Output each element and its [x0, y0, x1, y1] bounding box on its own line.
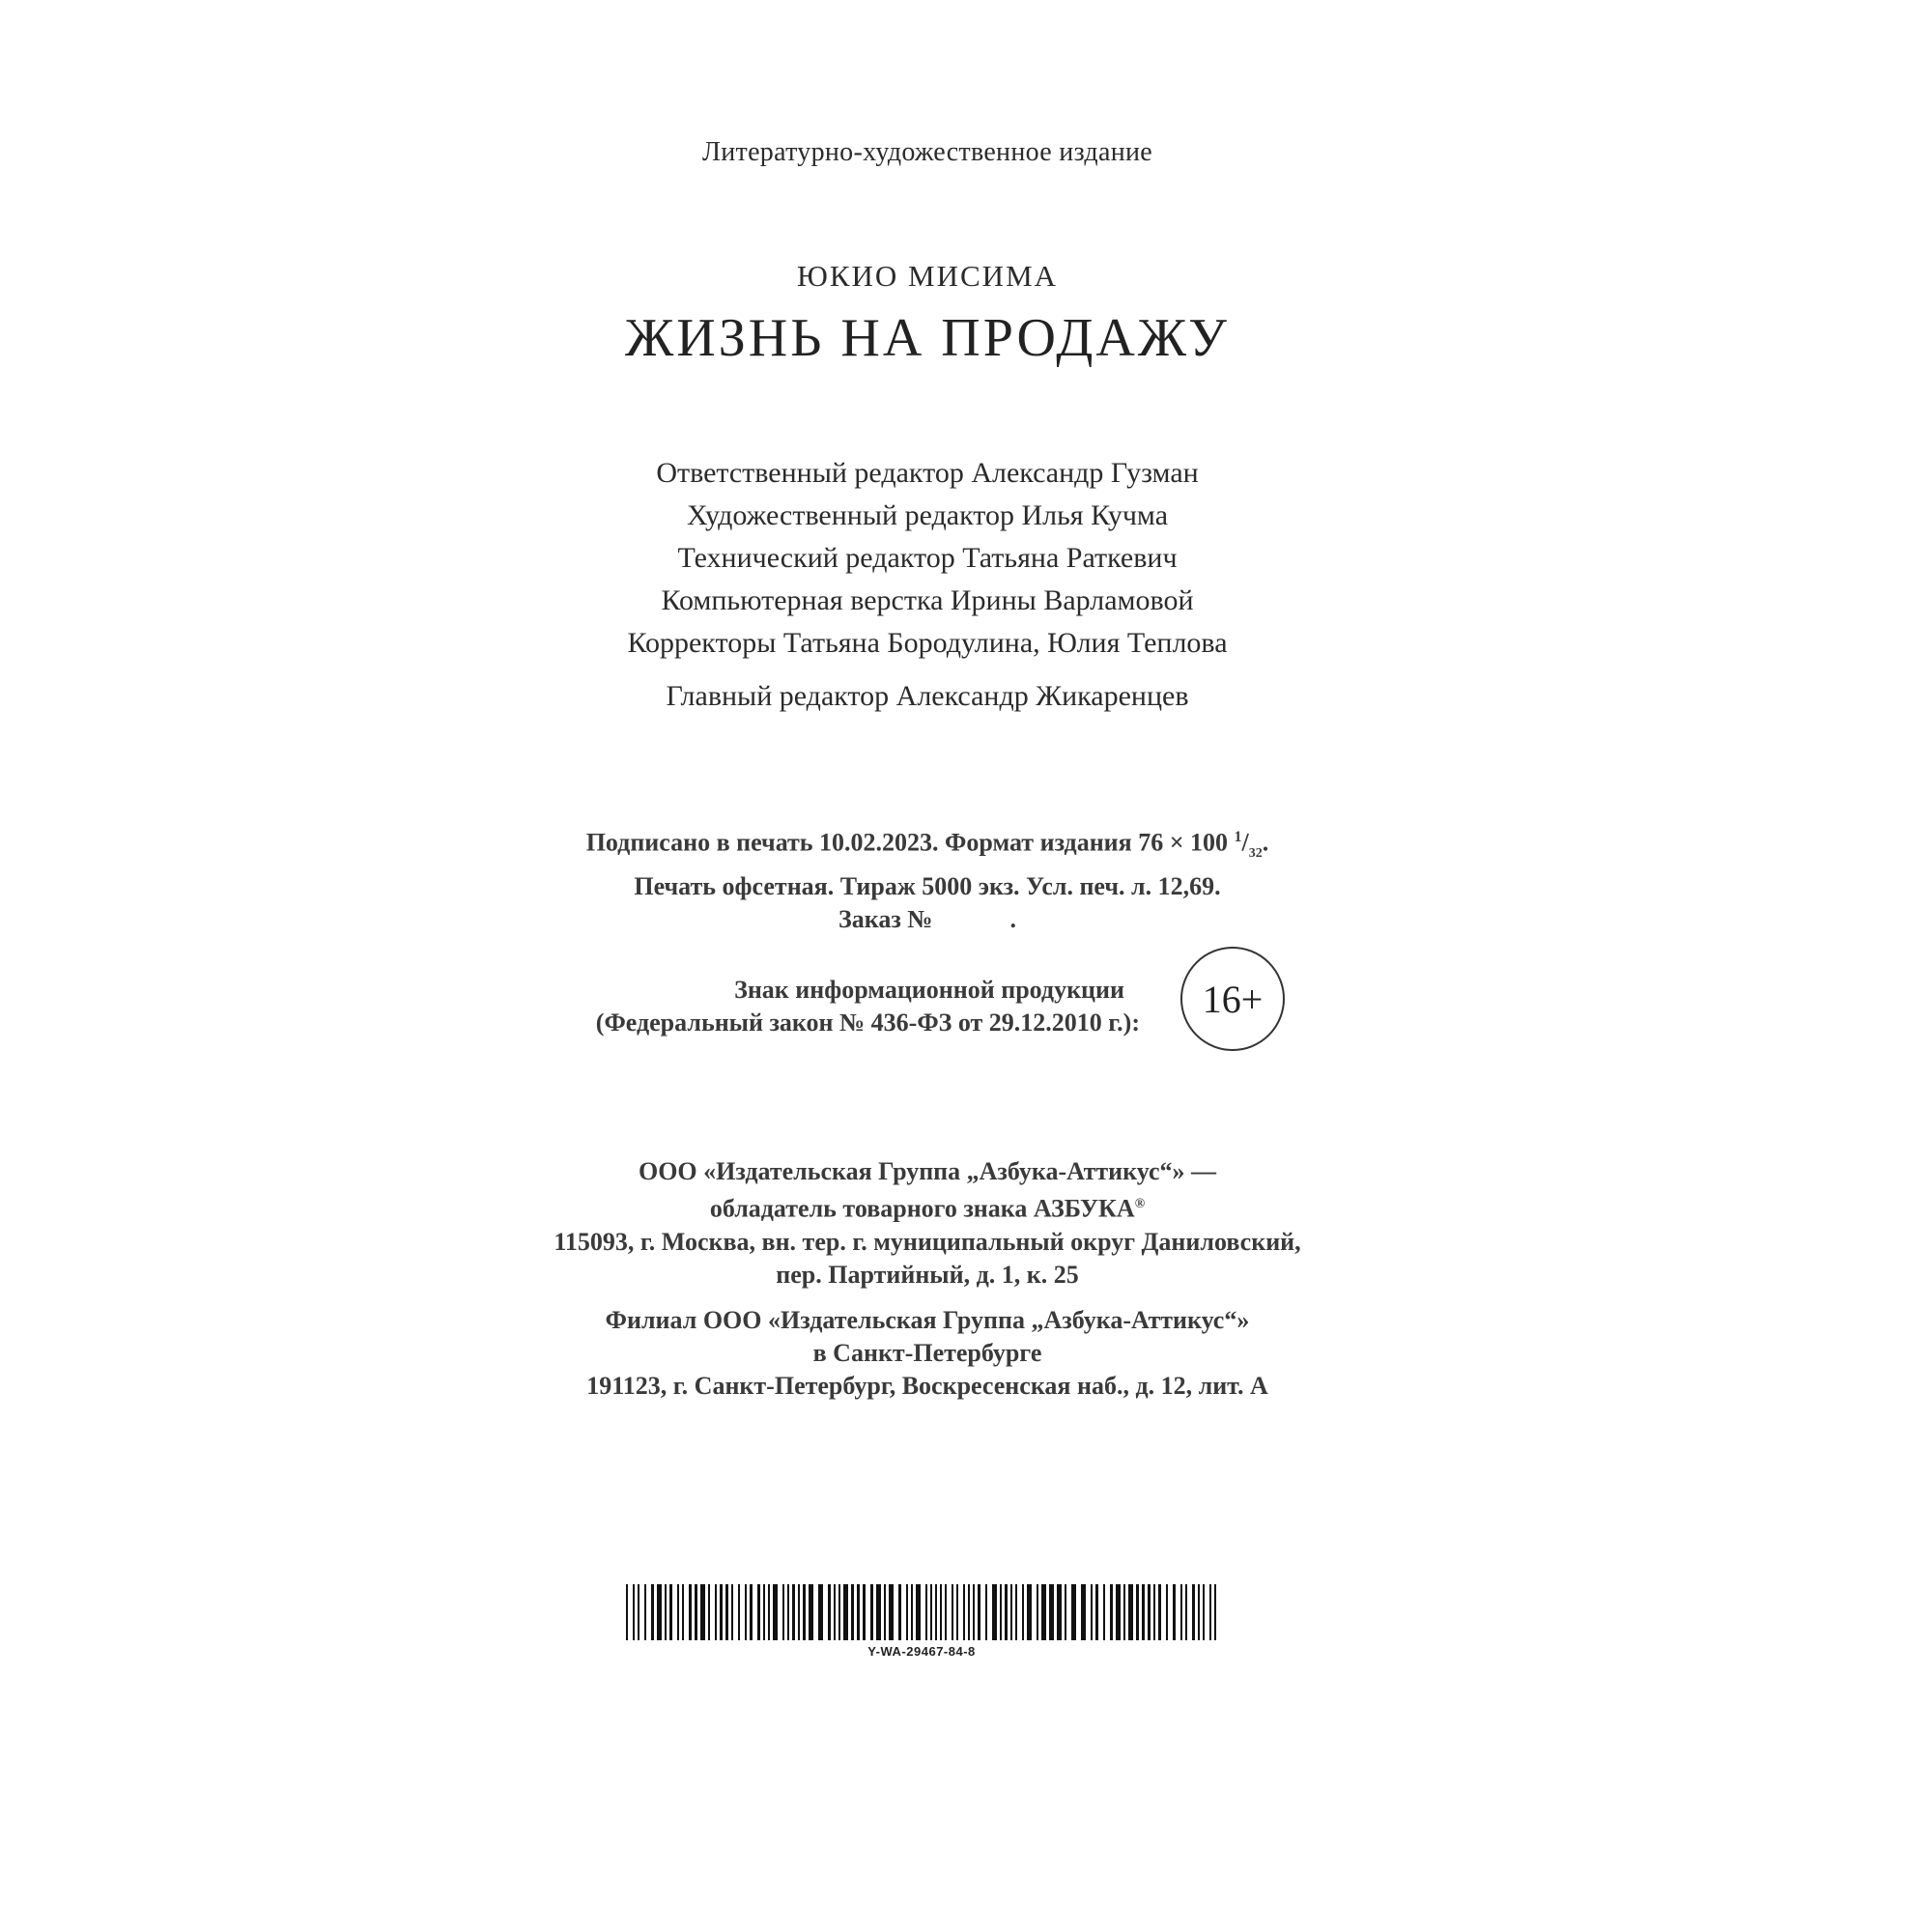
- barcode-bar: [1081, 1584, 1086, 1640]
- publisher-line-4: пер. Партийный, д. 1, к. 25: [776, 1260, 1079, 1289]
- barcode-bar: [750, 1584, 753, 1640]
- barcode-bar: [992, 1584, 997, 1640]
- barcode-bar: [782, 1584, 784, 1640]
- barcode-bar: [677, 1584, 679, 1640]
- publisher-line-1: ООО «Издательская Группа „Азбука-Аттикус“» —: [638, 1157, 1216, 1185]
- barcode-bar: [870, 1584, 873, 1640]
- information-product-mark: [541, 974, 1140, 1039]
- publisher-info: [541, 1155, 1314, 1292]
- barcode-bar: [857, 1584, 860, 1640]
- barcode-bar: [626, 1584, 628, 1640]
- barcode-bar: [773, 1584, 778, 1640]
- credit-responsible-editor: Ответственный редактор Александр Гузман: [656, 457, 1199, 489]
- barcode-bar: [669, 1584, 672, 1640]
- publisher-line-2: [541, 1188, 1314, 1226]
- barcode-bar: [863, 1584, 866, 1640]
- barcode-bar: [700, 1584, 705, 1640]
- barcode-bar: [1095, 1584, 1098, 1640]
- barcode-bar: [1142, 1584, 1145, 1640]
- barcode-bar: [1027, 1584, 1032, 1640]
- barcode-bar: [798, 1584, 800, 1640]
- barcode-bar: [745, 1584, 747, 1640]
- barcode-bar: [1185, 1584, 1187, 1640]
- barcode-bar: [1110, 1584, 1113, 1640]
- barcode-bar: [638, 1584, 639, 1640]
- print-info-line-2: Печать офсетная. Тираж 5000 экз. Усл. печ. л. 12,69.: [634, 871, 1221, 900]
- barcode-bar: [768, 1584, 770, 1640]
- barcode-bar: [1198, 1584, 1200, 1640]
- barcode-bar: [935, 1584, 937, 1640]
- barcode-bar: [1158, 1584, 1161, 1640]
- barcode-bar: [851, 1584, 854, 1640]
- barcode-bar: [985, 1584, 987, 1640]
- barcode-bar: [757, 1584, 760, 1640]
- chief-editor: Главный редактор Александр Жикаренцев: [666, 680, 1189, 712]
- barcode-bar: [818, 1584, 823, 1640]
- barcode-bar: [978, 1584, 980, 1640]
- barcode-bar: [1116, 1584, 1121, 1640]
- barcode-bar: [963, 1584, 965, 1640]
- edition-type: Литературно-художественное издание: [701, 137, 1153, 167]
- credit-art-editor: Художественный редактор Илья Кучма: [686, 499, 1169, 531]
- print-signed-format: Подписано в печать 10.02.2023. Формат издания 76 × 100: [585, 828, 1229, 857]
- barcode-bar: [1022, 1584, 1024, 1640]
- registered-mark: ®: [1134, 1197, 1146, 1211]
- barcode-bar: [1173, 1584, 1176, 1640]
- barcode-bar: [738, 1584, 740, 1640]
- barcode-bar: [1071, 1584, 1076, 1640]
- barcode-bar: [1203, 1584, 1205, 1640]
- barcode-bar: [1091, 1584, 1093, 1640]
- barcode-bar: [1037, 1584, 1038, 1640]
- barcode-number: Y-WA-29467-84-8: [867, 1644, 976, 1659]
- barcode-bar: [651, 1584, 654, 1640]
- print-info-line-3: [541, 903, 1314, 936]
- publisher-line-3: 115093, г. Москва, вн. тер. г. муниципальный округ Даниловский,: [554, 1227, 1301, 1256]
- author-name: ЮКИО МИСИМА: [796, 259, 1059, 293]
- barcode-bar: [803, 1584, 806, 1640]
- branch-line-1: Филиал ООО «Издательская Группа „Азбука-Аттикус“»: [605, 1306, 1250, 1334]
- barcode-bar: [1180, 1584, 1182, 1640]
- book-title: ЖИЗНЬ НА ПРОДАЖУ: [625, 308, 1230, 368]
- barcode-bar: [715, 1584, 717, 1640]
- info-mark-line-2: (Федеральный закон № 436-ФЗ от 29.12.2010 г.):: [595, 1009, 1140, 1037]
- info-mark-line-1: Знак информационной продукции: [734, 976, 1124, 1004]
- credit-technical-editor: Технический редактор Татьяна Раткевич: [677, 542, 1178, 574]
- barcode-bar: [665, 1584, 667, 1640]
- barcode-bar: [1065, 1584, 1066, 1640]
- format-fraction-numerator: 1: [1234, 829, 1242, 845]
- barcode-bar: [1057, 1584, 1062, 1640]
- barcode-bar: [889, 1584, 894, 1640]
- barcode-bar: [1166, 1584, 1168, 1640]
- barcode-bar: [1000, 1584, 1002, 1640]
- barcode-bar: [968, 1584, 970, 1640]
- barcode-bar: [834, 1584, 836, 1640]
- barcode-bar: [838, 1584, 840, 1640]
- barcode-bar: [689, 1584, 692, 1640]
- barcode-bar: [657, 1584, 662, 1640]
- barcode-bar: [1209, 1584, 1211, 1640]
- barcode-bar: [725, 1584, 728, 1640]
- barcode-bar: [695, 1584, 697, 1640]
- print-info: [541, 821, 1314, 936]
- credits-list: [541, 452, 1314, 665]
- barcode-bar: [708, 1584, 710, 1640]
- barcode-bar: [1005, 1584, 1008, 1640]
- barcode-bar: [973, 1584, 975, 1640]
- barcode-bar: [1015, 1584, 1017, 1640]
- barcode-bar: [1103, 1584, 1105, 1640]
- age-rating-badge: 16+: [1180, 947, 1285, 1051]
- barcode-bar: [828, 1584, 831, 1640]
- barcode-bar: [809, 1584, 813, 1640]
- order-end: .: [1009, 904, 1016, 933]
- barcode-bar: [644, 1584, 646, 1640]
- barcode-bar: [1192, 1584, 1195, 1640]
- barcode-bar: [916, 1584, 921, 1640]
- barcode-bar: [940, 1584, 942, 1640]
- print-info-line-1-end: .: [1262, 828, 1269, 857]
- barcode-bar: [876, 1584, 881, 1640]
- barcode-bar: [898, 1584, 901, 1640]
- branch-line-3: 191123, г. Санкт-Петербург, Воскресенская наб., д. 12, лит. А: [586, 1372, 1268, 1400]
- barcode-bar: [1153, 1584, 1155, 1640]
- barcode-bar: [1214, 1584, 1216, 1640]
- barcode-bar: [1049, 1584, 1054, 1640]
- barcode-bar: [633, 1584, 635, 1640]
- barcode-bar: [731, 1584, 733, 1640]
- branch-info: [541, 1304, 1314, 1403]
- barcode-bar: [1041, 1584, 1046, 1640]
- barcode-bar: [952, 1584, 953, 1640]
- barcode-bar: [930, 1584, 932, 1640]
- print-info-line-1: Подписано в печать 10.02.2023. Формат издания 76 × 100 $^1/_{32}$.: [585, 828, 1269, 861]
- barcode-bar: [906, 1584, 908, 1640]
- barcode-bar: [884, 1584, 886, 1640]
- barcode-bar: [720, 1584, 723, 1640]
- format-fraction-denominator: 32: [1248, 845, 1263, 861]
- barcode-bar: [843, 1584, 848, 1640]
- barcode-bar: [1136, 1584, 1139, 1640]
- barcode-bar: [956, 1584, 958, 1640]
- barcode-bar: [682, 1584, 684, 1640]
- branch-line-2: в Санкт-Петербурге: [812, 1339, 1042, 1367]
- barcode-bar: [763, 1584, 765, 1640]
- credit-proofreaders: Корректоры Татьяна Бородулина, Юлия Теплова: [627, 627, 1228, 659]
- barcode-bar: [1010, 1584, 1012, 1640]
- barcode-bar: [1128, 1584, 1133, 1640]
- barcode-bar: [787, 1584, 789, 1640]
- barcode-bars: [622, 1584, 1221, 1642]
- trademark-holder: обладатель товарного знака АЗБУКА: [709, 1194, 1135, 1223]
- barcode-bar: [1123, 1584, 1125, 1640]
- barcode-bar: [911, 1584, 913, 1640]
- credit-layout: Компьютерная верстка Ирины Варламовой: [661, 584, 1194, 616]
- barcode-bar: [945, 1584, 947, 1640]
- barcode-bar: [792, 1584, 795, 1640]
- barcode-bar: [925, 1584, 927, 1640]
- order-label: Заказ №: [838, 904, 933, 933]
- barcode-bar: [1148, 1584, 1151, 1640]
